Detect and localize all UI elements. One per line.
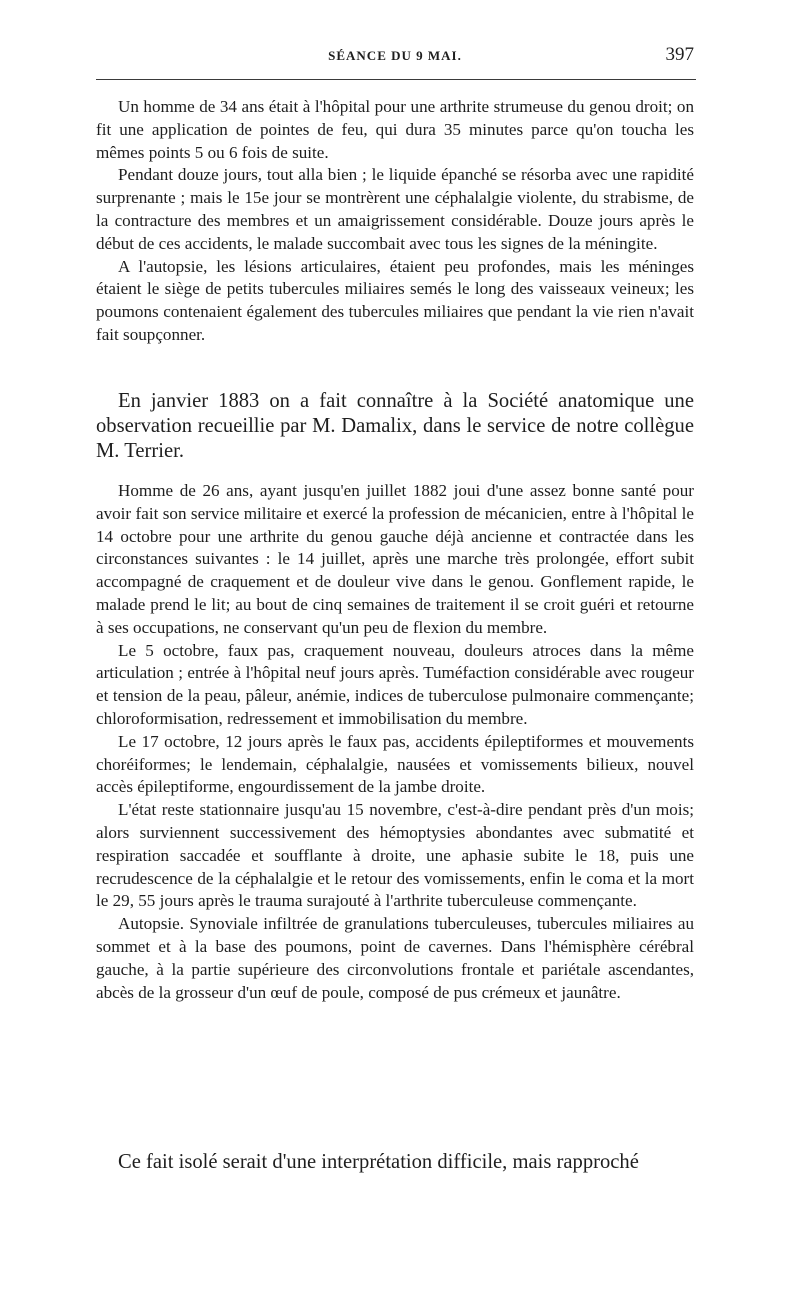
paragraph: Pendant douze jours, tout alla bien ; le liquide épanché se résorba avec une rapidité surprenante ; mais le 15e jour se montrèrent une céphalalgie violente, du strabisme, de la contracture des membres et un amaigrissement considérable. Douze jours après le début de ces accidents, le malade succombait avec tous les signes de la méningite. [96, 165, 694, 253]
paragraph: Un homme de 34 ans était à l'hôpital pour une arthrite strumeuse du genou droit; on fit une application de pointes de feu, qui dura 35 minutes parce qu'on toucha les mêmes points 5 ou 6 fois de suite. [96, 97, 694, 162]
page-number: 397 [665, 44, 694, 65]
paragraph: Le 5 octobre, faux pas, craquement nouveau, douleurs atroces dans la même articulation ; entrée à l'hôpital neuf jours après. Tuméfaction considérable avec rougeur et tension de la peau, pâleur, anémie, indices de tuberculose pulmonaire commençante; chloroformisation, redressement et immobilisation du membre. [96, 640, 694, 728]
paragraph: Ce fait isolé serait d'une interprétation difficile, mais rapproché [118, 1151, 639, 1173]
paragraph: Autopsie. Synoviale infiltrée de granulations tuberculeuses, tubercules miliaires au sommet et à la base des poumons, point de cavernes. Dans l'hémisphère cérébral gauche, à la partie supérieure des circonvolutions frontale et pariétale ascendantes, abcès de la grosseur d'un œuf de poule, composé de pus crémeux et jaunâtre. [96, 914, 694, 1002]
closing-paragraph-section [96, 1150, 694, 1175]
case-two-section [96, 480, 694, 1004]
paragraph: En janvier 1883 on a fait connaître à la Société anatomique une observation recueillie par M. Damalix, dans le service de notre collègue M. Terrier. [96, 390, 694, 462]
paragraph: Le 17 octobre, 12 jours après le faux pas, accidents épileptiformes et mouvements choréiformes; le lendemain, céphalalgie, nausées et vomissements bilieux, nouvel accès épileptiforme, engourdissement de la jambe droite. [96, 731, 694, 797]
header-rule [96, 79, 696, 80]
paragraph: L'état reste stationnaire jusqu'au 15 novembre, c'est-à-dire pendant près d'un mois; alors surviennent successivement des hémoptysies abondantes avec submatité et respiration saccadée et soufflante à droite, une aphasie subite le 18, puis une recrudescence de la céphalalgie et le retour des vomissements, enfin le coma et la mort le 29, 55 jours après le trauma surajouté à l'arthrite tuberculeuse commençante. [96, 800, 694, 911]
page-header [96, 44, 694, 72]
paragraph: A l'autopsie, les lésions articulaires, étaient peu profondes, mais les méninges étaient le siège de petits tubercules miliaires semés le long des vaisseaux veineux; les poumons contenaient également des tubercules miliaires que pendant la vie rien n'avait fait soupçonner. [96, 256, 694, 344]
running-head: SÉANCE DU 9 MAI. [328, 48, 462, 63]
case-one-section [96, 96, 694, 347]
intro-paragraph-section [96, 389, 694, 464]
paragraph: Homme de 26 ans, ayant jusqu'en juillet 1882 joui d'une assez bonne santé pour avoir fait son service militaire et exercé la profession de mécanicien, entre à l'hôpital le 14 octobre pour une arthrite du genou gauche déjà ancienne et contractée dans les circonstances suivantes : le 14 juillet, après une marche très prolongée, effort subit accompagné de craquement et de douleur vive dans le genou. Gonflement rapide, le malade prend le lit; au bout de cinq semaines de traitement il se croit guéri et retourne à ses occupations, ne conservant qu'un peu de flexion du membre. [96, 481, 694, 637]
